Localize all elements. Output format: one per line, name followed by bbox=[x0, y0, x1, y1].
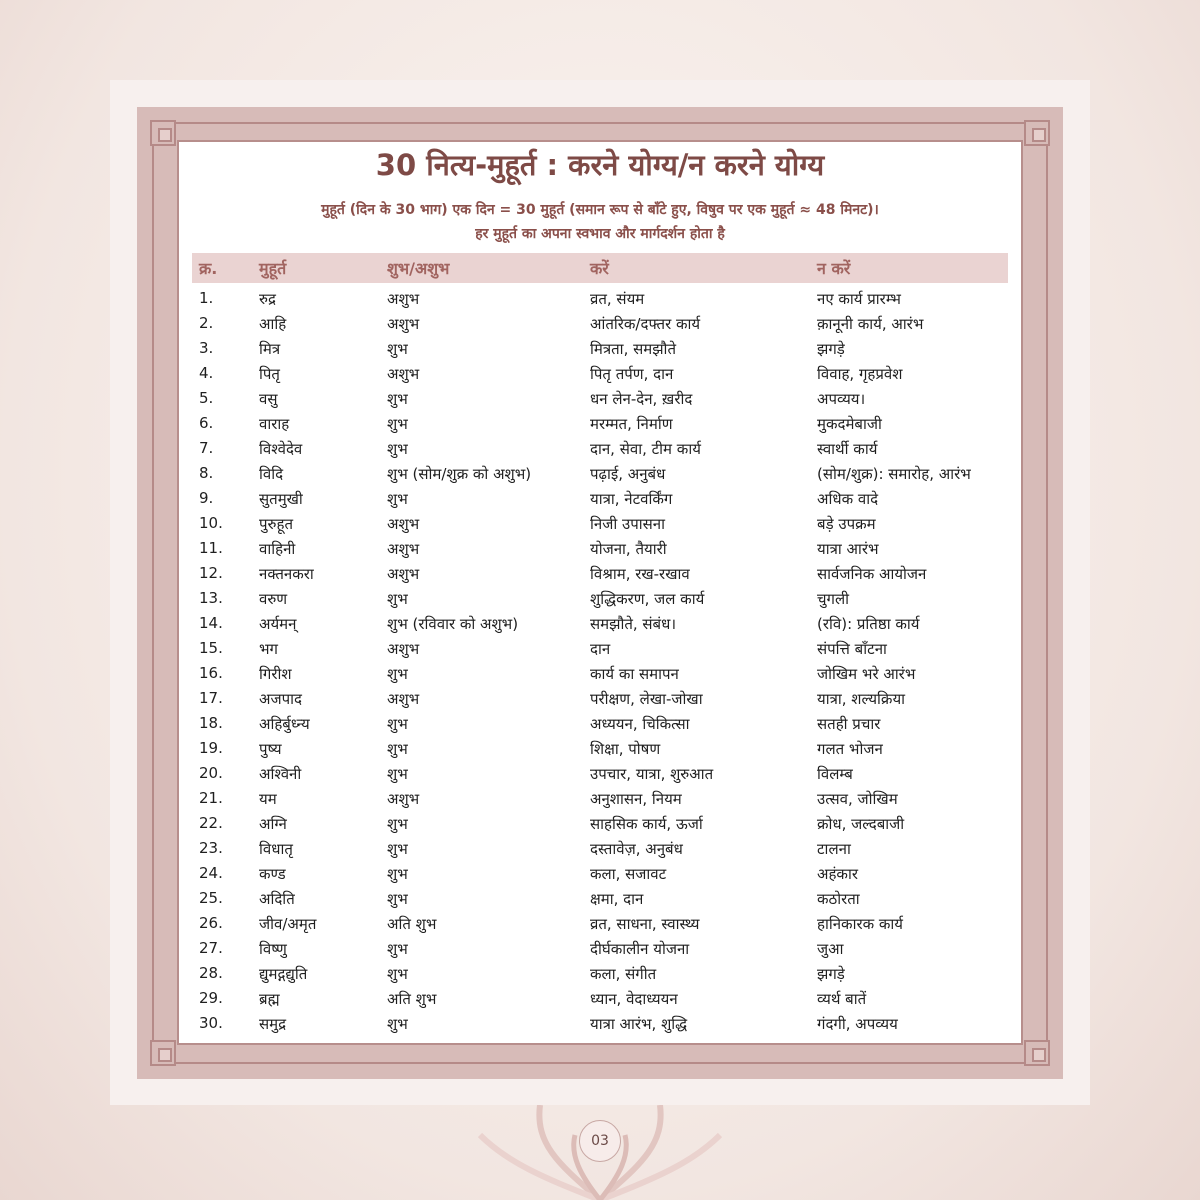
row-muhurta-name: जीव/अमृत bbox=[259, 915, 317, 933]
row-nature: अशुभ bbox=[387, 515, 420, 533]
row-serial: 20. bbox=[199, 764, 223, 782]
row-serial: 8. bbox=[199, 464, 214, 482]
row-nature: अशुभ bbox=[387, 640, 420, 658]
row-muhurta-name: अजपाद bbox=[259, 690, 302, 708]
row-nature: शुभ bbox=[387, 840, 408, 858]
row-serial: 10. bbox=[199, 514, 223, 532]
table-row bbox=[192, 913, 1008, 938]
row-nature: शुभ bbox=[387, 715, 408, 733]
row-do: पितृ तर्पण, दान bbox=[590, 365, 674, 383]
row-serial: 4. bbox=[199, 364, 214, 382]
row-dont: अहंकार bbox=[817, 865, 858, 883]
table-row bbox=[192, 713, 1008, 738]
row-do: दस्तावेज़, अनुबंध bbox=[590, 840, 683, 858]
row-nature: शुभ bbox=[387, 390, 408, 408]
row-dont: जोखिम भरे आरंभ bbox=[817, 665, 916, 683]
row-nature: शुभ bbox=[387, 765, 408, 783]
row-do: मित्रता, समझौते bbox=[590, 340, 676, 358]
header-muhurta: मुहूर्त bbox=[259, 259, 287, 278]
row-serial: 1. bbox=[199, 289, 214, 307]
row-dont: कठोरता bbox=[817, 890, 860, 908]
row-do: मरम्मत, निर्माण bbox=[590, 415, 673, 433]
row-muhurta-name: विश्वेदेव bbox=[259, 440, 303, 458]
row-do: शिक्षा, पोषण bbox=[590, 740, 661, 758]
row-nature: शुभ bbox=[387, 890, 408, 908]
table-row bbox=[192, 863, 1008, 888]
table-row bbox=[192, 588, 1008, 613]
header-nature: शुभ/अशुभ bbox=[387, 259, 450, 278]
table-body bbox=[192, 288, 1008, 1038]
row-dont: यात्रा, शल्यक्रिया bbox=[817, 690, 906, 708]
row-nature: शुभ (सोम/शुक्र को अशुभ) bbox=[387, 465, 532, 483]
row-muhurta-name: अग्नि bbox=[259, 815, 287, 833]
table-row bbox=[192, 363, 1008, 388]
row-dont: चुगली bbox=[817, 590, 850, 608]
table-row bbox=[192, 338, 1008, 363]
row-do: अध्ययन, चिकित्सा bbox=[590, 715, 690, 733]
row-do: दान bbox=[590, 640, 611, 658]
row-serial: 3. bbox=[199, 339, 214, 357]
row-do: समझौते, संबंध। bbox=[590, 615, 677, 633]
row-muhurta-name: अदिति bbox=[259, 890, 295, 908]
row-serial: 12. bbox=[199, 564, 223, 582]
row-do: योजना, तैयारी bbox=[590, 540, 667, 558]
table-row bbox=[192, 688, 1008, 713]
row-dont: (सोम/शुक्र): समारोह, आरंभ bbox=[817, 465, 971, 483]
row-muhurta-name: भग bbox=[259, 640, 278, 658]
table-row bbox=[192, 888, 1008, 913]
row-serial: 5. bbox=[199, 389, 214, 407]
row-dont: उत्सव, जोखिम bbox=[817, 790, 898, 808]
row-dont: झगड़े bbox=[817, 965, 845, 983]
row-serial: 25. bbox=[199, 889, 223, 907]
row-dont: विलम्ब bbox=[817, 765, 853, 783]
row-muhurta-name: आहि bbox=[259, 315, 287, 333]
row-nature: शुभ bbox=[387, 665, 408, 683]
row-muhurta-name: विधातृ bbox=[259, 840, 293, 858]
row-muhurta-name: विष्णु bbox=[259, 940, 287, 958]
table-row bbox=[192, 1013, 1008, 1038]
header-do: करें bbox=[590, 259, 609, 278]
row-do: उपचार, यात्रा, शुरुआत bbox=[590, 765, 714, 783]
row-serial: 24. bbox=[199, 864, 223, 882]
row-muhurta-name: अश्विनी bbox=[259, 765, 302, 783]
row-do: धन लेन-देन, ख़रीद bbox=[590, 390, 693, 408]
row-nature: अशुभ bbox=[387, 565, 420, 583]
row-nature: अति शुभ bbox=[387, 915, 437, 933]
subtitle-line-2: हर मुहूर्त का अपना स्वभाव और मार्गदर्शन होता है bbox=[475, 226, 725, 242]
row-do: ध्यान, वेदाध्ययन bbox=[590, 990, 678, 1008]
row-muhurta-name: पितृ bbox=[259, 365, 280, 383]
table-row bbox=[192, 738, 1008, 763]
row-nature: अशुभ bbox=[387, 540, 420, 558]
table-row bbox=[192, 838, 1008, 863]
table-row bbox=[192, 388, 1008, 413]
row-serial: 16. bbox=[199, 664, 223, 682]
row-serial: 13. bbox=[199, 589, 223, 607]
row-muhurta-name: द्युमद्गद्युति bbox=[259, 965, 308, 983]
frame-corner-ornament bbox=[1024, 120, 1050, 146]
frame-corner-ornament bbox=[1024, 1040, 1050, 1066]
table-row bbox=[192, 463, 1008, 488]
row-dont: गलत भोजन bbox=[817, 740, 883, 758]
row-serial: 9. bbox=[199, 489, 214, 507]
row-dont: जुआ bbox=[817, 940, 844, 958]
row-dont: मुकदमेबाजी bbox=[817, 415, 882, 433]
row-muhurta-name: पुष्य bbox=[259, 740, 282, 758]
row-do: निजी उपासना bbox=[590, 515, 665, 533]
table-row bbox=[192, 413, 1008, 438]
table-row bbox=[192, 813, 1008, 838]
row-nature: अशुभ bbox=[387, 290, 420, 308]
row-muhurta-name: वसु bbox=[259, 390, 278, 408]
row-dont: क्रोध, जल्दबाजी bbox=[817, 815, 905, 833]
table-row bbox=[192, 763, 1008, 788]
row-dont: विवाह, गृहप्रवेश bbox=[817, 365, 903, 383]
row-muhurta-name: सुतमुखी bbox=[259, 490, 303, 508]
page-number: 03 bbox=[579, 1120, 621, 1162]
row-muhurta-name: वाराह bbox=[259, 415, 290, 433]
row-do: यात्रा, नेटवर्किंग bbox=[590, 490, 673, 508]
row-dont: सतही प्रचार bbox=[817, 715, 881, 733]
row-dont: अधिक वादे bbox=[817, 490, 879, 508]
row-do: दान, सेवा, टीम कार्य bbox=[590, 440, 701, 458]
row-nature: शुभ bbox=[387, 590, 408, 608]
table-row bbox=[192, 788, 1008, 813]
row-muhurta-name: गिरीश bbox=[259, 665, 292, 683]
header-serial: क्र. bbox=[199, 259, 218, 278]
row-do: पढ़ाई, अनुबंध bbox=[590, 465, 666, 483]
row-nature: अशुभ bbox=[387, 690, 420, 708]
row-dont: क़ानूनी कार्य, आरंभ bbox=[817, 315, 924, 333]
table-row bbox=[192, 963, 1008, 988]
row-dont: संपत्ति बाँटना bbox=[817, 640, 887, 658]
table-row bbox=[192, 988, 1008, 1013]
row-do: साहसिक कार्य, ऊर्जा bbox=[590, 815, 703, 833]
row-do: विश्राम, रख-रखाव bbox=[590, 565, 690, 583]
row-dont: (रवि): प्रतिष्ठा कार्य bbox=[817, 615, 920, 633]
row-serial: 15. bbox=[199, 639, 223, 657]
row-serial: 22. bbox=[199, 814, 223, 832]
row-nature: अशुभ bbox=[387, 365, 420, 383]
row-serial: 19. bbox=[199, 739, 223, 757]
row-muhurta-name: ब्रह्म bbox=[259, 990, 280, 1008]
row-nature: शुभ bbox=[387, 940, 408, 958]
table-row bbox=[192, 638, 1008, 663]
row-muhurta-name: समुद्र bbox=[259, 1015, 287, 1033]
row-muhurta-name: विदि bbox=[259, 465, 284, 483]
table-row bbox=[192, 288, 1008, 313]
row-muhurta-name: अर्यमन् bbox=[259, 615, 297, 633]
row-muhurta-name: पुरुहूत bbox=[259, 515, 294, 533]
row-do: कला, सजावट bbox=[590, 865, 667, 883]
row-nature: शुभ bbox=[387, 815, 408, 833]
row-nature: शुभ bbox=[387, 340, 408, 358]
row-dont: गंदगी, अपव्यय bbox=[817, 1015, 898, 1033]
row-serial: 2. bbox=[199, 314, 214, 332]
row-nature: शुभ bbox=[387, 440, 408, 458]
row-dont: नए कार्य प्रारम्भ bbox=[817, 290, 901, 308]
row-muhurta-name: नक्तनकरा bbox=[259, 565, 314, 583]
row-serial: 18. bbox=[199, 714, 223, 732]
row-muhurta-name: मित्र bbox=[259, 340, 281, 358]
row-serial: 6. bbox=[199, 414, 214, 432]
table-row bbox=[192, 613, 1008, 638]
row-muhurta-name: यम bbox=[259, 790, 277, 808]
row-dont: यात्रा आरंभ bbox=[817, 540, 879, 558]
row-muhurta-name: कण्ड bbox=[259, 865, 286, 883]
row-dont: झगड़े bbox=[817, 340, 845, 358]
row-serial: 27. bbox=[199, 939, 223, 957]
row-do: क्षमा, दान bbox=[590, 890, 644, 908]
table-row bbox=[192, 313, 1008, 338]
row-do: कार्य का समापन bbox=[590, 665, 679, 683]
row-serial: 29. bbox=[199, 989, 223, 1007]
row-serial: 17. bbox=[199, 689, 223, 707]
row-muhurta-name: रुद्र bbox=[259, 290, 276, 308]
table-row bbox=[192, 438, 1008, 463]
row-serial: 30. bbox=[199, 1014, 223, 1032]
row-do: शुद्धिकरण, जल कार्य bbox=[590, 590, 705, 608]
row-dont: स्वार्थी कार्य bbox=[817, 440, 878, 458]
row-dont: अपव्यय। bbox=[817, 390, 866, 408]
row-do: व्रत, साधना, स्वास्थ्य bbox=[590, 915, 700, 933]
row-do: अनुशासन, नियम bbox=[590, 790, 682, 808]
table-header bbox=[192, 253, 1008, 283]
row-serial: 14. bbox=[199, 614, 223, 632]
row-serial: 26. bbox=[199, 914, 223, 932]
row-do: दीर्घकालीन योजना bbox=[590, 940, 690, 958]
row-nature: अशुभ bbox=[387, 790, 420, 808]
row-nature: शुभ bbox=[387, 965, 408, 983]
row-dont: टालना bbox=[817, 840, 851, 858]
row-nature: शुभ (रविवार को अशुभ) bbox=[387, 615, 519, 633]
header-dont: न करें bbox=[817, 259, 851, 278]
row-muhurta-name: वरुण bbox=[259, 590, 288, 608]
row-nature: शुभ bbox=[387, 740, 408, 758]
row-dont: सार्वजनिक आयोजन bbox=[817, 565, 927, 583]
row-nature: अशुभ bbox=[387, 315, 420, 333]
row-serial: 21. bbox=[199, 789, 223, 807]
row-serial: 11. bbox=[199, 539, 223, 557]
table-row bbox=[192, 513, 1008, 538]
row-muhurta-name: अहिर्बुध्न्य bbox=[259, 715, 310, 733]
row-serial: 7. bbox=[199, 439, 214, 457]
row-nature: शुभ bbox=[387, 1015, 408, 1033]
row-serial: 28. bbox=[199, 964, 223, 982]
frame-corner-ornament bbox=[150, 1040, 176, 1066]
row-muhurta-name: वाहिनी bbox=[259, 540, 296, 558]
row-dont: हानिकारक कार्य bbox=[817, 915, 903, 933]
row-dont: व्यर्थ बातें bbox=[817, 990, 867, 1008]
row-do: कला, संगीत bbox=[590, 965, 657, 983]
subtitle-line-1: मुहूर्त (दिन के 30 भाग) एक दिन = 30 मुहूर्त (समान रूप से बाँटे हुए, विषुव पर एक मुहूर्त ≈ 48 मिनट)। bbox=[321, 202, 879, 218]
table-row bbox=[192, 938, 1008, 963]
table-row bbox=[192, 488, 1008, 513]
row-nature: शुभ bbox=[387, 865, 408, 883]
row-do: व्रत, संयम bbox=[590, 290, 645, 308]
table-row bbox=[192, 563, 1008, 588]
table-row bbox=[192, 538, 1008, 563]
row-nature: अति शुभ bbox=[387, 990, 437, 1008]
row-dont: बड़े उपक्रम bbox=[817, 515, 876, 533]
row-serial: 23. bbox=[199, 839, 223, 857]
row-nature: शुभ bbox=[387, 415, 408, 433]
row-do: आंतरिक/दफ्तर कार्य bbox=[590, 315, 701, 333]
table-row bbox=[192, 663, 1008, 688]
row-nature: शुभ bbox=[387, 490, 408, 508]
row-do: यात्रा आरंभ, शुद्धि bbox=[590, 1015, 688, 1033]
page-title: 30 नित्य-मुहूर्त : करने योग्य/न करने योग्य bbox=[375, 148, 825, 182]
frame-corner-ornament bbox=[150, 120, 176, 146]
row-do: परीक्षण, लेखा-जोखा bbox=[590, 690, 703, 708]
